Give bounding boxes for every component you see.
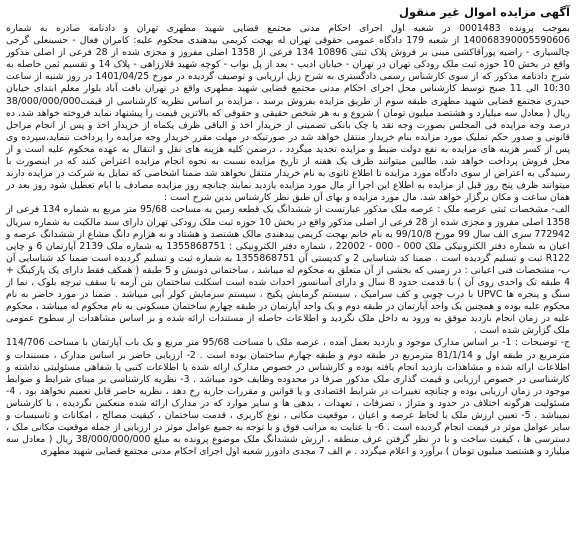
notice-title: آگهی مزایده اموال غیر منقول — [398, 5, 570, 19]
notice-paragraph-1: بموجب پرونده 0001483 در شعبه اول اجرای احکام مدنی مجتمع قضایی شهید مطهری تهران و دادنامه صادره به شماره 140068390005590606 از شعبه 179 دادگاه عمومی حقوقی تهران له بهجت کریمی بیدهندی محکوم علیه: کامران فعال - حسینعلی گرجی چالسیاری - راضیه پورآقاکشی مبنی بر فروش پلاک ثبتی 10896 134 فرعی از 1358 اصلی مفروز و مجزی شده از 28 فرعی از اصلی مذکور واقع در بخش 10 حوزه ثبت ملک رودکی تهران در تهران - خیابان ادیب - بعد از پل نواب - کوچه شهید قلاززاهی - پلاک 14 و تقسیم ثمن حاصله به شرح دادنامه مذکور که از سوی کارشناس رسمی دادگستری به شرح زیل ارزیابی و توصیف گردیده در مورخ 1401/04/25 در روز شنبه از ساعت 10:30 الی 11 صبح توسط کارشناس محل اجرای احکام مدنی مجتمع قضایی شهید مطهری واقع در تهران بافت آباد بلوار معلم ابتدای خیابان حیدری مجتمع قضایی شهید مطهری طبقه سوم از طریق مزایده بفروش برسد ، مزایده بر اساس نظریه کارشناسی از قیمت38/000/000/000 ریال ( معادل سه میلیارد و هشتصد میلیون تومان ) شروع و به هر شخص حقیقی و حقوقی که بالاترین قیمت را پیشنهاد نماید فروخته خواهد شد، ده درصد وجه مزایده فی المجلس بصورت وجه نقد یا چک بانکی تضمینی از خریدار اخذ و الباقی ظرف یکماه از خریدار اخذ و پس از انجام مراحل قانونی و صدور حکم تملیک مورد مزایده بنام خریدار منتقل خواهد شد در صورتیکه در مهلت مقرر خریدار وجه مزایده را پرداخت ننماید،سپرده وی پس از کسر هزینه های مزایده به نفع دولت ضبط و مزایده تجدید میگردد ، درضمن کلیه هزینه های نقل و انتقال به عهده محکوم علیه است و از محل فروش پرداخت خواهد شد. طالبین میتوانند ظرف یک هفته از تاریخ مزایده نسبت به نحوه انجام مزایده اعتراض کنند که در اینصورت با رسیدگی به اعتراض از سوی دادگاه مورد مزایده تا اطلاع ثانوی به نام خریدار منتقل نخواهد شد ضمنا اشخاصی که تمایل به شرکت در مزایده دارند میتوانند ظرف پنج روز قبل از مزایده به اطلاع این اجرا از مال مورد مزایده بازدید نمایند چنانچه روز مزایده مصادف با ایام تعطیل شود روز بعد در همان ساعت و مکان برگزار خواهد شد. مال مورد مزایده و بهای آن طبق نظر کارشناس بدین شرح است : — [6, 23, 571, 204]
notice-paragraph-3: ج- توضیحات : 1- بر اساس مدارک موجود و بازدید بعمل آمده ، عرصه ملک با مساحت 95/68 متر مربع و یک باب آپارتمان با مساحت 114/706 مترمربع در طبقه اول و 81/1/14 مترمربع در طبقه دوم و طبقه چهارم ساختمان بوده است . 2- ارزیابی حاضر بر اساس مدارک ، مستندات و اطلاعات ارائه شده و مشاهدات بازدید انجام یافته بوده و کارشناس در خصوص مدارک ارائه شده یا اطلاعات کتبی یا شفاهی مسئولیتی نداشته و کارشناسی در خصوص ارزیابی و قیمت گذاری ملک مذکور صرفا در محدوده وظایف خود میباشد . 3- نظریه کارشناسی بر مبنای شرایط و ضوابط موجود در زمان ارزیابی بوده و چنانچه تغییرات در شرایط اقتصادی و یا قوانین و مقررات جاریه رخ دهد ، نظریه حاضر قابل تعمیم نخواهد بود . 4- مسئولیت هرگونه اختلاف در حدود و متراژ ، تصرفات ، تعهدات ، بدهی ها و سایر موارد که در مدارک ارائه شده منعکس نگردیده ، با کارشناس نمیباشد . 5- تعیین ارزش ملک با لحاظ عرصه و اعیان ، موقعیت مکانی ، نوع کاربری ، قدمت ساختمان ، کیفیت مصالح ، امکانات و تاسیسات و سایر عوامل موثر در قیمت انجام گردیده است . 6- با عنایت به مراتب فوق و با توجه به جمیع عوامل موثر در ارزیابی از جمله موقعیت مکانی ملک ، دسترسی ها ، کیفیت ساخت و با در نظر گرفتن عرف منطقه ، ارزش ششدانگ ملک موضوع پرونده به مبلغ 38/000/000/000 ریال ( معادل سه میلیارد و هشتصد میلیون تومان ) برآورد و اعلام میگردد . م الف 7 مجدی دادورز شعبه اول اجرای احکام مدنی مجتمع قضایی شهید مطهری — [6, 337, 570, 458]
notice-body — [6, 23, 570, 458]
notice-paragraph-2: الف- مشخصات ثبتی عرصه ملک : عرصه ملک مذکور عبارتست از ششدانگ یک قطعه زمین به مساحت 95/68 متر مربع به شماره 134 فرعی از 1358 اصلی مفروز و مجزی شده از 28 فرعی از اصلی مذکور واقع در بخش 10 حوزه ثبت ملک رودکی تهران دارای سند مالکیت به شماره سریال 772942 سری الف سال 99 مورخ 99/10/8 به نام خانم بهجت کریمی بیدهندی مالک هشتصد و هشتاد و نه هزارم دانگ مشاع از ششدانگ عرصه و اعیان به شماره دفتر الکترونیکی ملک 000 - 000 - 22002 ، شماره دفتر الکترونیکی : 1355868751 به شماره ملک 2139 آپارتمان 6 و چاپی R122 ثبت و تسلیم گردیده است . ضمنا کد شناسایی 2 و کدپستی آن 1355868751 به شماره ثبت و تسلیم گردیده است ضمنا کد شناسایی آن ب- مشخصات فنی اعیانی : در زمینی که بخشی از آن متعلق به محکوم له میباشد ، ساختمانی دونبش و 5 طبقه ( همکف فقط دارای یک پارکینگ + 4 طبقه تک واحدی روی آن ) با قدمت حدود 8 سال و دارای آسانسور احداث شده است اسکلت ساختمان بتن آرمه با سقف تیرچه بلوک ، نما از سنگ و پنجره ها UPVC با درب چوبی و کف سرامیک ، سیستم گرمایش پکیج ، سیستم سرمایش کولر آبی میباشد . ضمنا در مورد حاضر به نام محکوم علیه بوده و همچنین یک واحد آپارتمان در طبقه دوم و یک واحد آپارتمان در طبقه چهارم ساختمان مسکونی به نام محکوم له میباشد ، محکوم علیه در زمان انجام بازدید موفق به ورود به داخل ملک نگردید و اطلاعات حاصله از مستندات ارائه شده و بر اساس مشاهدات از سطوح عمومی ملک گزارش شده است . — [6, 204, 571, 337]
